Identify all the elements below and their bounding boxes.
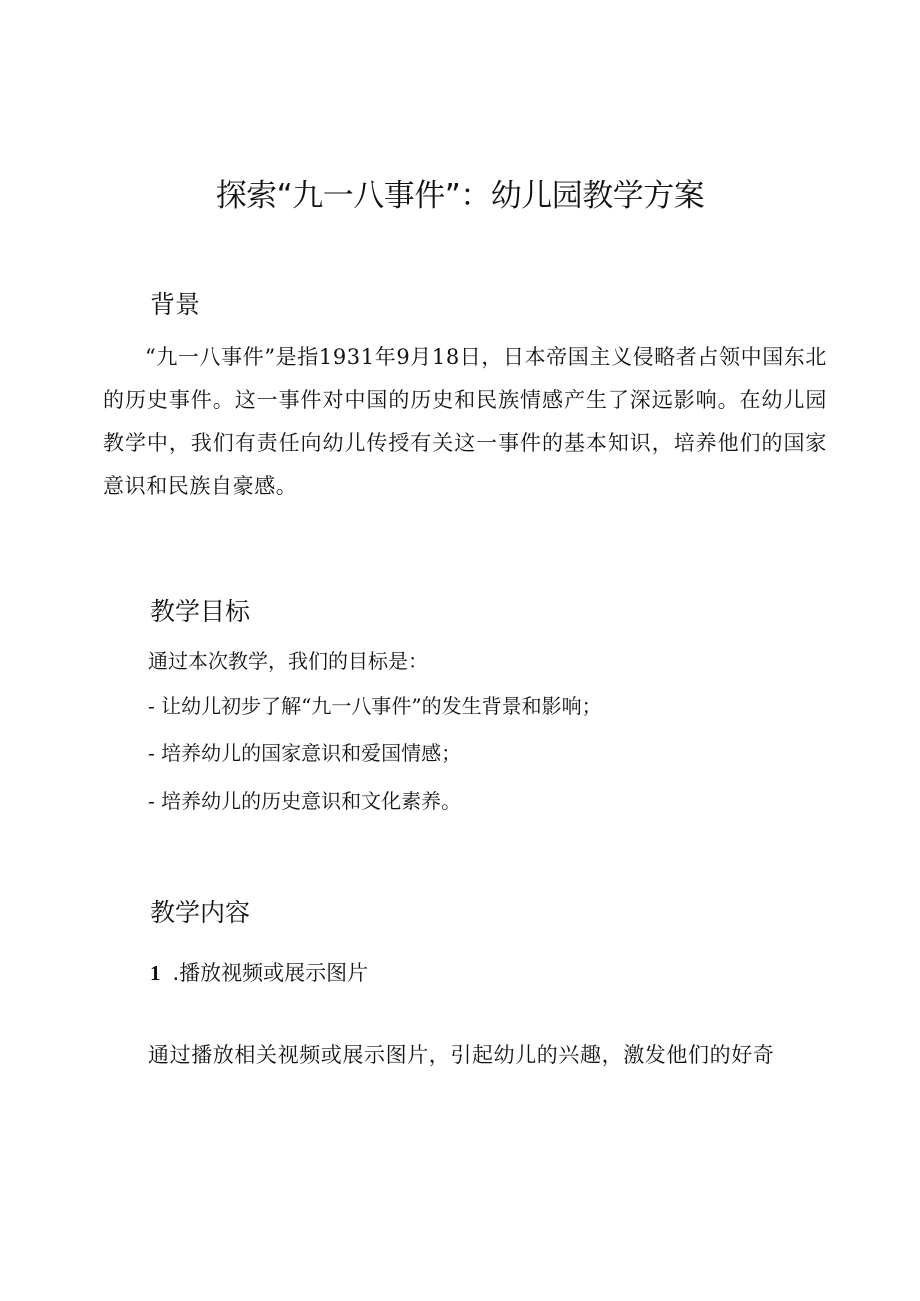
goal-item: - 培养幼儿的国家意识和爱国情感； bbox=[148, 741, 462, 765]
section-heading-goals: 教学目标 bbox=[150, 597, 251, 626]
goals-intro: 通过本次教学，我们的目标是： bbox=[148, 649, 428, 673]
subsection-heading bbox=[150, 957, 368, 989]
document-title: 探索“九一八事件”：幼儿园教学方案 bbox=[215, 178, 705, 214]
subsection-title: .播放视频或展示图片 bbox=[172, 961, 369, 985]
goal-item: - 让幼儿初步了解“九一八事件”的发生背景和影响； bbox=[148, 694, 602, 718]
goal-item: - 培养幼儿的历史意识和文化素养。 bbox=[148, 789, 462, 813]
section-heading-content: 教学内容 bbox=[150, 898, 251, 927]
section-heading-background: 背景 bbox=[150, 290, 201, 319]
subsection-number: 1 bbox=[150, 961, 161, 985]
background-paragraph: “九一八事件”是指1931年9月18日，日本帝国主义侵略者占领中国东北的历史事件。这一事件对中国的历史和民族情感产生了深远影响。在幼儿园教学中，我们有责任向幼儿传授有关这一事件的基本知识，培养他们的国家意识和民族自豪感。 bbox=[103, 345, 827, 498]
content-paragraph: 通过播放相关视频或展示图片，引起幼儿的兴趣，激发他们的好奇 bbox=[148, 1043, 775, 1067]
